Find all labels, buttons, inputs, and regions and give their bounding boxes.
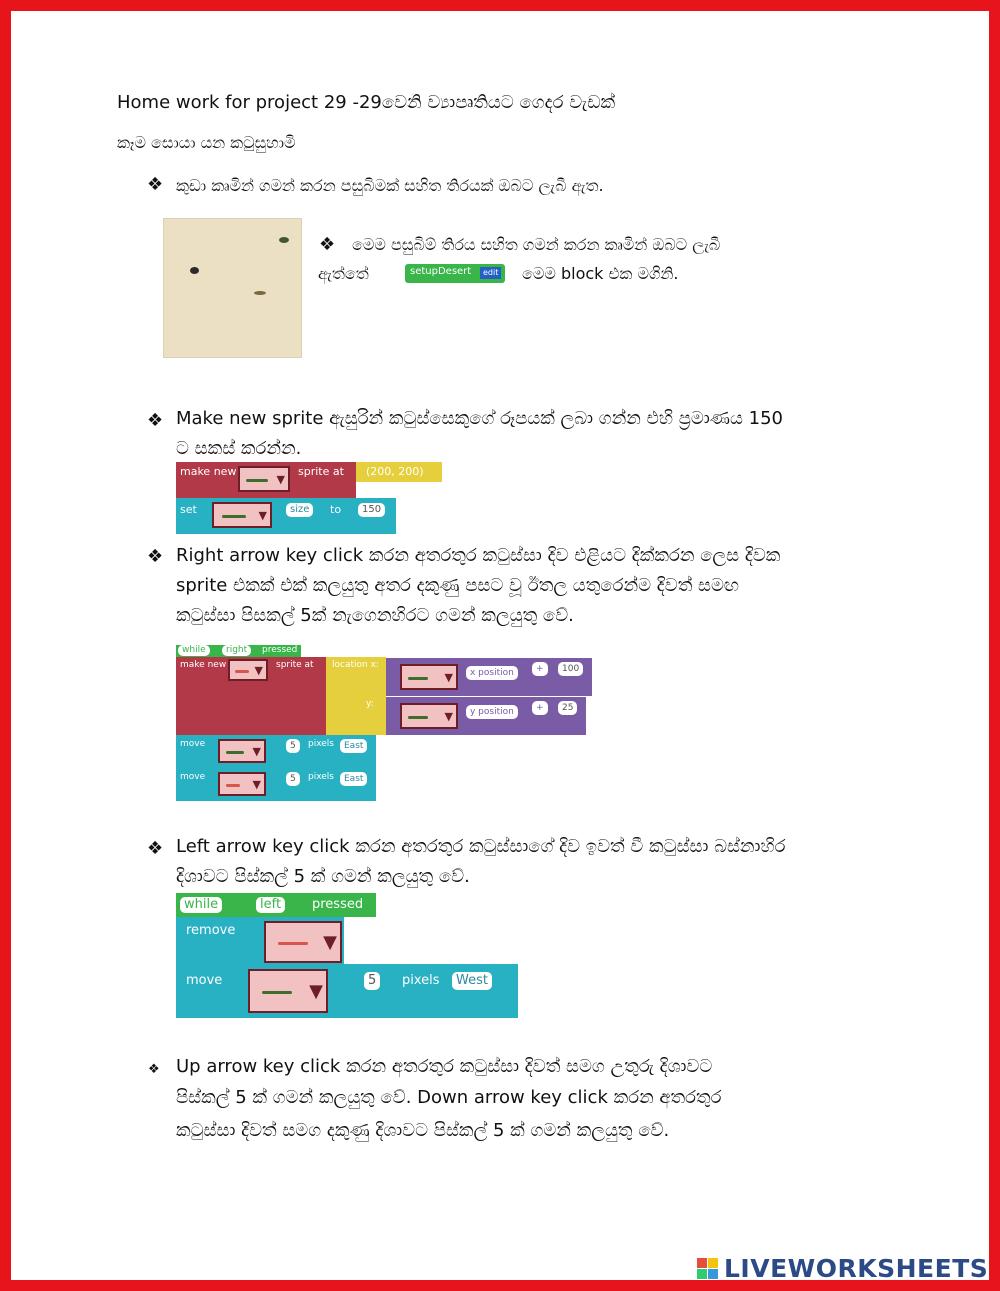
move-label: move (186, 973, 223, 988)
item2-line1: Make new sprite ඇසුරින් කටුස්සෙකුගේ රූපයක් ලබා ගන්න එහි ප්‍රමාණය 150 (176, 408, 783, 429)
sprite-dropdown[interactable]: ▼ (400, 664, 458, 690)
pressed-label: pressed (312, 897, 364, 912)
bullet-icon: ❖ (319, 234, 336, 255)
move-east-block-2[interactable] (176, 768, 376, 801)
size-dropdown[interactable]: size (286, 503, 313, 517)
while-left-block[interactable] (176, 893, 376, 917)
bullet-icon: ❖ (148, 1062, 160, 1077)
set-size-block[interactable] (176, 498, 396, 534)
direction-dropdown[interactable]: West (452, 972, 492, 990)
bullet-icon: ❖ (147, 174, 164, 195)
location-x-label: location x: (332, 660, 379, 670)
sprite-at-label: sprite at (276, 660, 314, 670)
pixels-label: pixels (308, 739, 334, 749)
title-line: Home work for project 29 -29වෙනි ව්‍යාපෘතියට ගෙදර වැඩක් (117, 92, 616, 113)
x-position-block[interactable] (386, 658, 592, 696)
direction-dropdown[interactable]: East (340, 739, 367, 753)
sprite-dropdown[interactable]: ▼ (400, 703, 458, 729)
pixels-value[interactable]: 5 (286, 739, 300, 753)
while-dropdown[interactable]: while (178, 645, 210, 656)
make-new-label: make new (180, 660, 227, 670)
tongue-sprite-dropdown[interactable]: ▼ (264, 921, 342, 963)
direction-dropdown[interactable]: East (340, 772, 367, 786)
y-label: y: (366, 699, 374, 709)
pixels-label: pixels (402, 973, 440, 988)
move-label: move (180, 739, 206, 749)
size-value-input[interactable]: 150 (358, 503, 385, 517)
edit-badge[interactable]: edit (480, 267, 501, 279)
sprite-dropdown[interactable]: ▼ (248, 969, 328, 1013)
tongue-sprite-dropdown[interactable]: ▼ (218, 772, 266, 796)
item3-line3: කටුස්සා පිසකල් 5ක් නැගෙනහිරට ගමන් කලයුතු වේ. (176, 605, 574, 626)
key-dropdown[interactable]: left (256, 897, 285, 913)
pixels-label: pixels (308, 772, 334, 782)
y-add-value[interactable]: 25 (558, 701, 577, 715)
move-east-block-1[interactable] (176, 735, 376, 768)
bug-icon (190, 267, 199, 274)
move-label: move (180, 772, 206, 782)
remove-block[interactable] (176, 917, 344, 964)
y-position-block[interactable] (386, 697, 586, 735)
location-block[interactable] (326, 657, 386, 735)
item3-line1: Right arrow key click කරන අතරතුර කටුස්සා දිව එළියට දික්කරන ලෙස දිවක (176, 545, 781, 566)
pressed-label: pressed (262, 645, 298, 655)
x-position-dropdown[interactable]: x position (466, 666, 518, 680)
remove-label: remove (186, 923, 236, 938)
bullet-icon: ❖ (147, 546, 164, 567)
item5-line1: Up arrow key click කරන අතරතුර කටුස්සා දිවත් සමග උතුරු දිශාවට (176, 1056, 713, 1077)
while-right-block[interactable] (176, 645, 301, 657)
make-new-tongue-block[interactable] (176, 657, 326, 735)
item3-line2: sprite එකක් එක් කලයුතු අතර දකුණු පසට වූ ඊතල යතුරෙන්ම දිවත් සමඟ (176, 575, 740, 596)
item1-text: කුඩා කෘමින් ගමන් කරන පසුබිමක් සහිත තිරයක් ඔබට ලැබී ඇත. (176, 176, 604, 195)
liveworksheets-logo[interactable]: LIVEWORKSHEETS (724, 1254, 989, 1283)
coords-block[interactable] (356, 462, 442, 482)
bullet-icon: ❖ (147, 410, 164, 431)
bug-icon (254, 291, 266, 295)
while-dropdown[interactable]: while (180, 897, 222, 913)
bullet-icon: ❖ (147, 838, 164, 859)
move-west-block[interactable] (176, 964, 518, 1018)
make-new-label: make new (180, 465, 237, 478)
y-position-dropdown[interactable]: y position (466, 705, 518, 719)
to-label: to (330, 503, 342, 516)
item4-line2: දිශාවට පිස්කල් 5 ක් ගමන් කලයුතු වේ. (176, 866, 470, 887)
key-dropdown[interactable]: right (222, 645, 251, 656)
item1b-line2-post: මෙම block එක මගිනි. (522, 264, 679, 283)
item4-line1: Left arrow key click කරන අතරතුර කටුස්සාගේ දිව ඉවත් වී කටුස්සා බස්නාහිර (176, 836, 786, 857)
plus-operator[interactable]: + (532, 662, 548, 676)
bug-icon (279, 237, 289, 243)
pixels-value[interactable]: 5 (286, 772, 300, 786)
item5-line2: පිස්කල් 5 ක් ගමන් කලයුතු වේ. Down arrow key click කරන අතරතුර (176, 1087, 722, 1108)
tongue-sprite-dropdown[interactable]: ▼ (228, 659, 268, 681)
plus-operator[interactable]: + (532, 701, 548, 715)
sprite-dropdown[interactable]: ▼ (212, 502, 272, 528)
sprite-dropdown[interactable]: ▼ (218, 739, 266, 763)
set-label: set (180, 503, 197, 516)
item2-line2: ට සකස් කරන්න. (176, 438, 302, 459)
item1b-line1: මෙම පසුබිම් තිරය සහිත ගමන් කරන කෘමින් ඔබට ලැබී (352, 235, 721, 254)
logo-cubes-icon (697, 1258, 719, 1280)
coords-label: (200, 200) (366, 465, 424, 478)
subtitle: කෑම සොයා යන කටුසුහාමි (117, 133, 296, 152)
sprite-dropdown[interactable]: ▼ (238, 466, 290, 492)
sprite-at-label: sprite at (298, 465, 344, 478)
desert-background-image (163, 218, 302, 358)
make-new-block[interactable] (176, 462, 356, 498)
setup-desert-label: setupDesert (410, 266, 472, 277)
x-add-value[interactable]: 100 (558, 662, 583, 676)
item1b-line2-pre: ඇත්තේ (318, 264, 369, 283)
setup-desert-block[interactable] (405, 264, 505, 283)
item5-line3: කටුස්සා දිවත් සමග දකුණු දිශාවට පිස්කල් 5 ක් ගමන් කලයුතු වේ. (176, 1120, 670, 1141)
pixels-value[interactable]: 5 (364, 972, 380, 990)
